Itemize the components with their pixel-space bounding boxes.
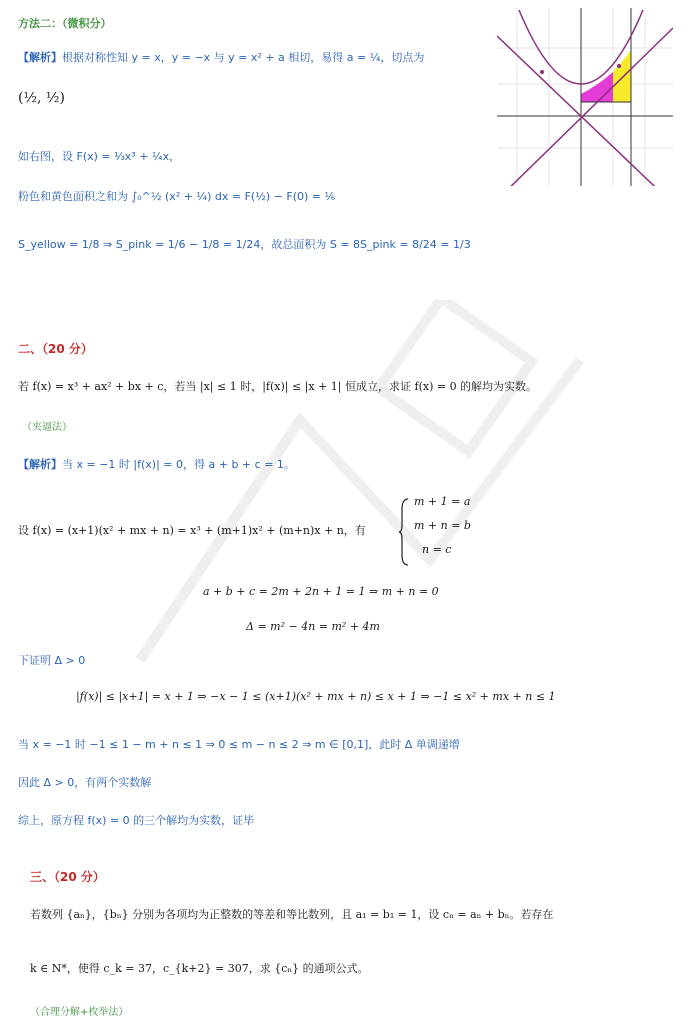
problem3-statement-1: 若数列 {aₙ}，{bₙ} 分别为各项均为正整数的等差和等比数列，且 a₁ = b₁ = 1，设 cₙ = aₙ + bₙ。若存在 xyxy=(30,908,554,921)
problem2-analysis xyxy=(18,456,295,472)
problem2-therefore-line: 因此 Δ > 0，有两个实数解 xyxy=(18,776,152,789)
problem3-statement-2: k ∈ N*，使得 c_k = 37，c_{k+2} = 307，求 {cₙ} 的通项公式。 xyxy=(30,962,369,975)
problem2-method-tag: （夹逼法） xyxy=(22,422,72,433)
watermark xyxy=(100,300,620,720)
problem2-ineq-line: |f(x)| ≤ |x+1| = x + 1 ⇒ −x − 1 ≤ (x+1)(x² + mx + n) ≤ x + 1 ⇒ −1 ≤ x² + mx + n ≤ 1 xyxy=(76,690,556,703)
problem2-when-line: 当 x = −1 时 −1 ≤ 1 − m + n ≤ 1 ⇒ 0 ≤ m − n ≤ 2 ⇒ m ∈ [0,1]，此时 Δ 单调递增 xyxy=(18,738,460,751)
line-y-neg-x xyxy=(497,36,673,186)
method2-area-line: S_yellow = 1/8 ⇒ S_pink = 1/6 − 1/8 = 1/24，故总面积为 S = 8S_pink = 8/24 = 1/3 xyxy=(18,238,471,251)
line-y-x xyxy=(497,28,673,186)
system-eq-3: n = c xyxy=(422,543,452,556)
system-eq-2: m + n = b xyxy=(414,519,471,532)
problem2-conclusion-line: 综上，原方程 f(x) = 0 的三个解均为实数，证毕 xyxy=(18,814,255,827)
tangent-point-left xyxy=(540,70,544,74)
left-brace xyxy=(398,497,410,567)
problem2-prove-label: 下证明 Δ > 0 xyxy=(18,654,86,667)
method2-analysis-line xyxy=(18,49,424,65)
problem3-heading: 三、（20 分） xyxy=(30,870,105,884)
yellow-region xyxy=(613,50,631,102)
method2-heading: 方法二：（微积分） xyxy=(18,17,112,30)
analysis-tag-2: 【解析】 xyxy=(18,458,62,471)
problem2-setup-line: 设 f(x) = (x+1)(x² + mx + n) = x³ + (m+1)x² + (m+n)x + n，有 xyxy=(18,524,366,537)
system-eq-1: m + 1 = a xyxy=(414,495,471,508)
problem2-statement: 若 f(x) = x³ + ax² + bx + c，若当 |x| ≤ 1 时，|f(x)| ≤ |x + 1| 恒成立，求证 f(x) = 0 的解均为实数。 xyxy=(18,380,538,393)
analysis-tag: 【解析】 xyxy=(18,51,62,64)
pink-region xyxy=(581,72,613,102)
tangent-point: (½, ½) xyxy=(18,90,65,106)
parabola-graph xyxy=(497,8,673,186)
problem2-heading: 二、（20 分） xyxy=(18,342,93,356)
problem2-eq2: Δ = m² − 4n = m² + 4m xyxy=(246,620,380,633)
problem2-analysis-line: 当 x = −1 时 |f(x)| = 0，得 a + b + c = 1。 xyxy=(62,458,295,471)
problem3-method-tag: （合理分解+枚举法） xyxy=(30,1007,129,1018)
method2-analysis-text: 根据对称性知 y = x，y = −x 与 y = x² + a 相切，易得 a = ¼，切点为 xyxy=(62,51,425,64)
method2-pink-yellow-sum: 粉色和黄色面积之和为 ∫₀^½ (x² + ¼) dx = F(½) − F(0) = ⅙ xyxy=(18,190,336,203)
tangent-point-right xyxy=(617,64,621,68)
method2-as-shown: 如右图，设 F(x) = ⅓x³ + ¼x， xyxy=(18,150,181,163)
problem2-eq1: a + b + c = 2m + 2n + 1 = 1 ⇒ m + n = 0 xyxy=(203,585,439,598)
